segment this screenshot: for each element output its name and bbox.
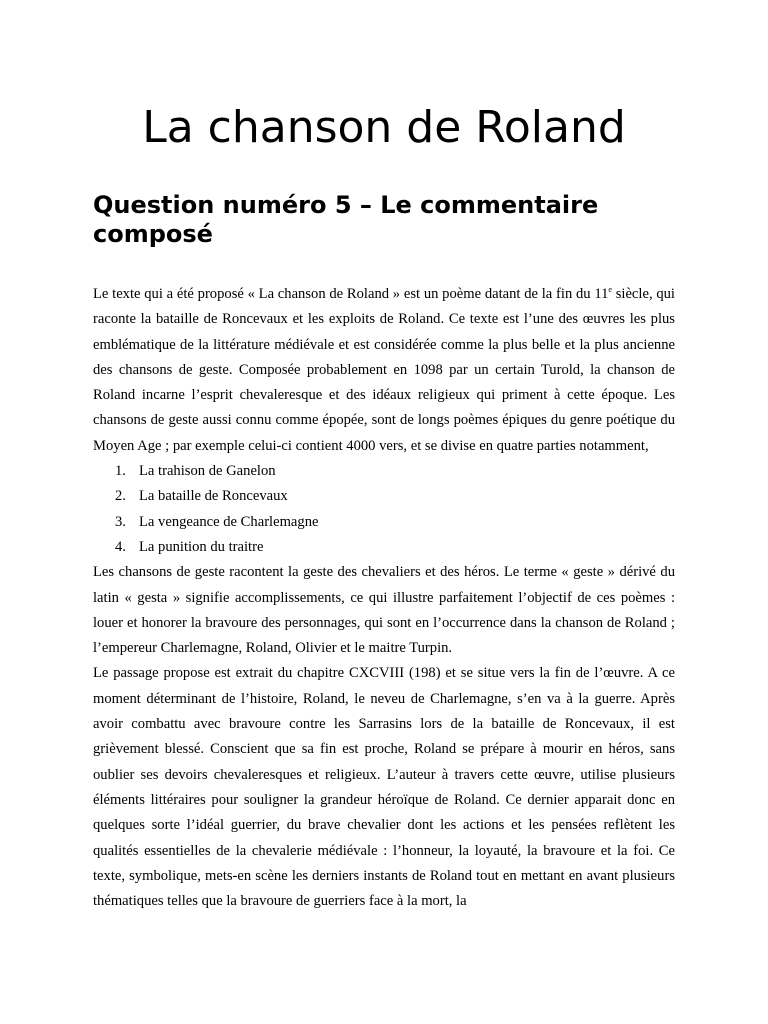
list-item — [93, 459, 675, 484]
list-item — [93, 535, 675, 560]
list-item-label: La trahison de Ganelon — [139, 463, 276, 480]
intro-text-end: siècle, qui raconte la bataille de Roncevaux et les exploits de Roland. Ce texte est l’une des œuvres les plus emblématique de la littérature médiévale et est considérée comme la plus belle et la plus ancienne des chansons de geste. Composée probablement en 1098 par un certain Turold, la chanson de Roland incarne l’esprit chevaleresque et des idéaux religieux qui priment à cette époque. Les chansons de geste aussi connu comme épopée, sont de longs poèmes épiques du genre poétique du Moyen Age ; par exemple celui-ci contient 4000 vers, et se divise en quatre parties notamment, — [93, 286, 675, 454]
list-item-label: La vengeance de Charlemagne — [139, 513, 319, 530]
intro-paragraph — [93, 282, 675, 459]
list-item-number: 4. — [115, 538, 126, 555]
list-item — [93, 484, 675, 509]
parts-list — [93, 459, 675, 560]
document-body — [93, 282, 675, 914]
list-item-label: La bataille de Roncevaux — [139, 488, 288, 505]
century-superscript: e — [608, 285, 612, 294]
list-item-number: 3. — [115, 513, 126, 530]
list-item-number: 2. — [115, 488, 126, 505]
geste-paragraph: Les chansons de geste racontent la geste des chevaliers et des héros. Le terme « geste » dérivé du latin « gesta » signifie accomplissements, ce qui illustre parfaitement l’objectif de ces poèmes : louer et honorer la bravoure des personnages, qui sont en l’occurrence dans la chanson de Roland ; l’empereur Charlemagne, Roland, Olivier et le maitre Turpin. — [93, 564, 675, 657]
section-heading: Question numéro 5 – Le commentaire composé — [93, 191, 599, 248]
list-item — [93, 510, 675, 535]
document-title: La chanson de Roland — [142, 102, 626, 153]
list-item-number: 1. — [115, 463, 126, 480]
passage-paragraph: Le passage propose est extrait du chapitre CXCVIII (198) et se situe vers la fin de l’œuvre. A ce moment déterminant de l’histoire, Roland, le neveu de Charlemagne, s’en va à la guerre. Après avoir combattu avec bravoure contre les Sarrasins lors de la bataille de Roncevaux, il est grièvement blessé. Conscient que sa fin est proche, Roland se prépare à mourir en héros, sans oublier ses devoirs chevaleresques et religieux. L’auteur à travers cette œuvre, utilise plusieurs éléments littéraires pour souligner la grandeur héroïque de Roland. Ce dernier apparait donc en quelques sorte l’idéal guerrier, du brave chevalier dont les actions et les pensées reflètent les qualités essentielles de la chevalerie médiévale : l’honneur, la loyauté, la bravoure et la foi. Ce texte, symbolique, mets-en scène les derniers instants de Roland tout en mettant en avant plusieurs thématiques telles que la bravoure de guerriers face à la mort, la — [93, 665, 675, 910]
intro-text-start: Le texte qui a été proposé « La chanson de Roland » est un poème datant de la fin du 11 — [93, 286, 609, 302]
list-item-label: La punition du traitre — [139, 538, 264, 555]
